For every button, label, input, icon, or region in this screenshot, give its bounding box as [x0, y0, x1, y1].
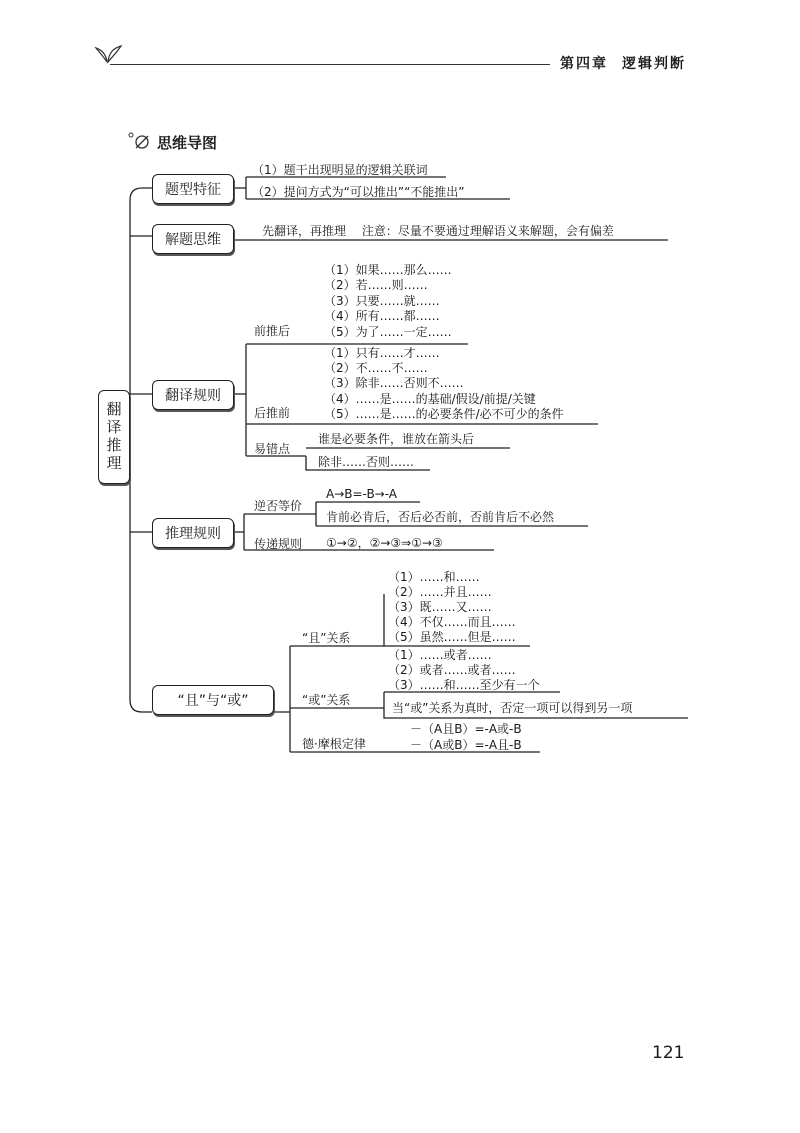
houtuiqian-item: （3）除非……否则不…… — [324, 376, 464, 390]
huo-note: 当“或”关系为真时，否定一项可以得到另一项 — [392, 701, 633, 715]
demorgan-item: －（A且B）=-A或-B — [410, 722, 522, 736]
yicuodian-label: 易错点 — [254, 442, 291, 456]
qiantuihou-item: （2）若……则…… — [324, 278, 428, 292]
houtuiqian-item: （2）不……不…… — [324, 361, 428, 375]
huo-label: “或”关系 — [302, 693, 351, 707]
chapter-title: 逻辑判断 — [622, 56, 686, 72]
houtuiqian-item: （1）只有……才…… — [324, 346, 440, 360]
jieti-text: 先翻译，再推理 注意：尽量不要通过理解语义来解题，会有偏差 — [262, 224, 614, 238]
nifou-label: 逆否等价 — [254, 499, 303, 513]
qie-label: “且”关系 — [302, 631, 351, 645]
huo-item: （1）……或者…… — [388, 648, 492, 662]
node-fanyi: 翻译规则 — [152, 380, 234, 410]
chapter-label: 第四章 — [560, 56, 608, 72]
qie-item: （4）不仅……而且…… — [388, 615, 516, 629]
qiantuihou-label: 前推后 — [254, 324, 291, 338]
houtuiqian-item: （4）……是……的基础/假设/前提/关键 — [324, 392, 536, 406]
page-number: 121 — [652, 1043, 685, 1063]
qiantuihou-item: （3）只要……就…… — [324, 294, 440, 308]
chuandi-label: 传递规则 — [254, 537, 303, 551]
yicuodian-item: 谁是必要条件，谁放在箭头后 — [318, 432, 475, 446]
huo-item: （3）……和……至少有一个 — [388, 678, 540, 692]
chuandi-formula: ①→②，②→③⇒①→③ — [326, 536, 443, 550]
root-label: 翻译推理 — [104, 401, 123, 473]
tixing-item: （2）提问方式为“可以推出”“不能推出” — [252, 185, 465, 199]
yicuodian-item: 除非……否则…… — [318, 455, 415, 469]
qiantuihou-item: （5）为了……一定…… — [324, 325, 452, 339]
demorgan-item: －（A或B）=-A且-B — [410, 738, 522, 752]
qie-item: （5）虽然……但是…… — [388, 630, 516, 644]
tixing-item: （1）题干出现明显的逻辑关联词 — [252, 163, 428, 177]
qiantuihou-item: （1）如果……那么…… — [324, 263, 452, 277]
node-tixing: 题型特征 — [152, 174, 234, 204]
nifou-note: 肯前必肯后，否后必否前，否前肯后不必然 — [326, 510, 555, 524]
section-title: 思维导图 — [157, 134, 218, 152]
demorgan-label: 德·摩根定律 — [302, 737, 366, 751]
nifou-formula: A→B=-B→-A — [326, 487, 398, 501]
qie-item: （2）……并且…… — [388, 585, 492, 599]
root-node — [98, 390, 130, 484]
houtuiqian-item: （5）……是……的必要条件/必不可少的条件 — [324, 407, 564, 421]
huo-item: （2）或者……或者…… — [388, 663, 516, 677]
node-tuili: 推理规则 — [152, 518, 234, 548]
qie-item: （3）既……又…… — [388, 600, 492, 614]
houtuiqian-label: 后推前 — [254, 406, 291, 420]
node-qiehuo: “且”与“或” — [152, 685, 274, 715]
qiantuihou-item: （4）所有……都…… — [324, 309, 440, 323]
node-jieti: 解题思维 — [152, 224, 234, 254]
qie-item: （1）……和…… — [388, 570, 480, 584]
